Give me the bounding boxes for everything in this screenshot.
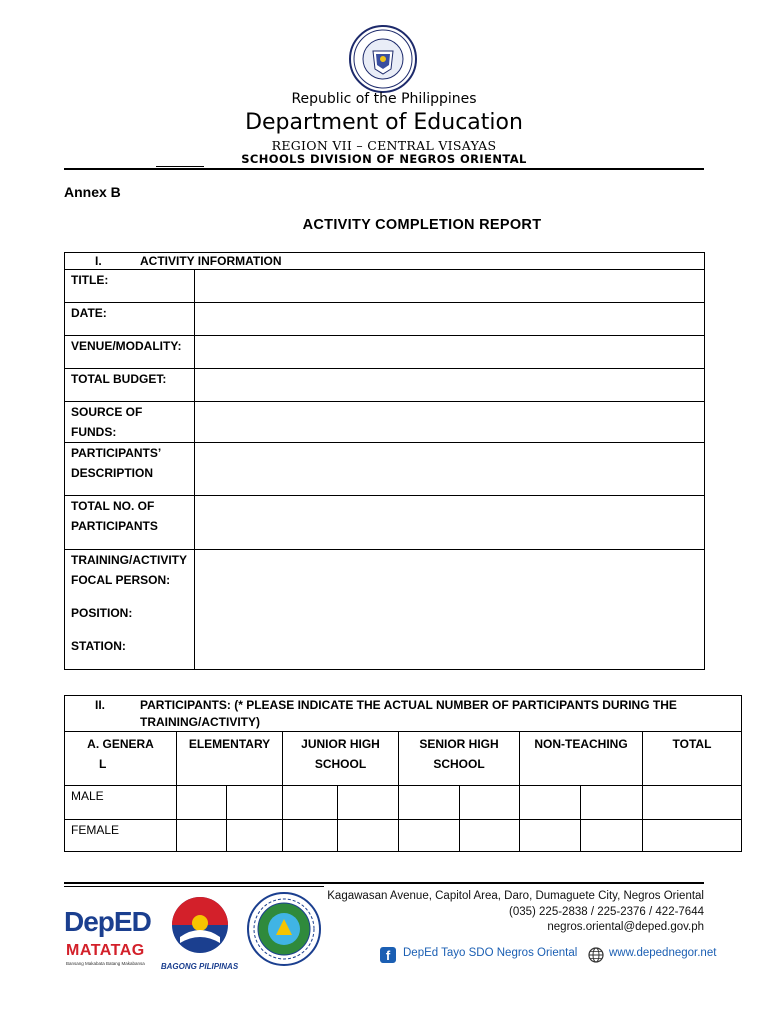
matatag-tagline: Bansang Makabata Batang Makabansa — [66, 961, 145, 966]
division-label: SCHOOLS DIVISION OF NEGROS ORIENTAL — [241, 152, 527, 166]
male-elementary-2[interactable] — [227, 786, 283, 820]
facebook-icon: f — [380, 947, 396, 963]
col-junior-high-line1: JUNIOR HIGH — [301, 737, 380, 751]
col-junior-high — [283, 732, 399, 786]
header-rule — [64, 168, 704, 170]
title-field[interactable] — [195, 270, 705, 303]
republic-label: Republic of the Philippines — [291, 91, 477, 107]
matatag-logo: MATATAG — [66, 942, 145, 959]
footer-rule-thin — [64, 886, 324, 887]
title-label: TITLE: — [65, 270, 195, 303]
female-shs-2[interactable] — [460, 820, 520, 852]
col-senior-high-line1: SENIOR HIGH — [419, 737, 499, 751]
funds-label: SOURCE OF FUNDS: — [65, 402, 195, 443]
department-title: Department of Education — [245, 110, 523, 135]
participants-table — [64, 695, 742, 852]
address-text: Kagawasan Avenue, Capitol Area, Daro, Dumaguete City, Negros Oriental — [327, 890, 704, 902]
col-elementary-label: ELEMENTARY — [188, 737, 271, 751]
male-shs-1[interactable] — [399, 786, 460, 820]
male-nonteaching-1[interactable] — [520, 786, 581, 820]
facebook-link[interactable]: DepEd Tayo SDO Negros Oriental — [403, 947, 578, 959]
email-text[interactable]: negros.oriental@deped.gov.ph — [547, 921, 704, 933]
website-link[interactable]: www.depednegor.net — [609, 947, 717, 959]
venue-label: VENUE/MODALITY: — [65, 336, 195, 369]
col-non-teaching — [520, 732, 643, 786]
deped-seal-icon — [349, 25, 417, 93]
section-header — [65, 696, 742, 732]
male-jhs-1[interactable] — [283, 786, 338, 820]
section-header — [65, 253, 705, 270]
header-rule-thin — [156, 166, 204, 167]
total-participants-field[interactable] — [195, 496, 705, 550]
section-number: II. — [95, 698, 106, 712]
focal-person-label — [65, 550, 195, 670]
female-jhs-2[interactable] — [338, 820, 399, 852]
male-elementary-1[interactable] — [177, 786, 227, 820]
male-nonteaching-2[interactable] — [581, 786, 643, 820]
female-nonteaching-2[interactable] — [581, 820, 643, 852]
bagong-pilipinas-label: BAGONG PILIPINAS — [160, 962, 239, 971]
col-junior-high-line2: SCHOOL — [314, 757, 367, 771]
col-total-label: TOTAL — [672, 737, 712, 751]
participants-description-field[interactable] — [195, 443, 705, 496]
phone-text: (035) 225-2838 / 225-2376 / 422-7644 — [508, 905, 704, 918]
table-row — [65, 786, 742, 820]
female-total[interactable] — [643, 820, 742, 852]
male-shs-2[interactable] — [460, 786, 520, 820]
deped-logo: DepED — [64, 906, 151, 937]
position-label: POSITION: — [71, 606, 133, 620]
section-title: ACTIVITY INFORMATION — [140, 254, 282, 268]
participants-description-line2: DESCRIPTION — [71, 466, 154, 480]
female-elementary-2[interactable] — [227, 820, 283, 852]
report-title: ACTIVITY COMPLETION REPORT — [302, 217, 542, 233]
budget-field[interactable] — [195, 369, 705, 402]
col-senior-high — [399, 732, 520, 786]
globe-icon — [588, 947, 604, 963]
station-label: STATION: — [71, 639, 126, 653]
female-shs-1[interactable] — [399, 820, 460, 852]
col-elementary — [177, 732, 283, 786]
female-jhs-1[interactable] — [283, 820, 338, 852]
participants-description-label — [65, 443, 195, 496]
total-participants-line1: TOTAL NO. OF — [71, 499, 155, 513]
budget-label: TOTAL BUDGET: — [65, 369, 195, 402]
col-total — [643, 732, 742, 786]
section-number: I. — [95, 254, 102, 268]
bagong-pilipinas-logo-icon — [162, 893, 238, 957]
activity-information-table — [64, 252, 705, 670]
col-senior-high-line2: SCHOOL — [433, 757, 485, 771]
footer-rule — [64, 882, 704, 884]
region-label: REGION VII – CENTRAL VISAYAS — [271, 138, 497, 153]
col-general-line1: A. GENERA — [87, 737, 154, 751]
focal-person-line2: FOCAL PERSON: — [71, 573, 171, 587]
section-title: PARTICIPANTS: (* PLEASE INDICATE THE ACTUAL NUMBER OF PARTICIPANTS DURING THE TRAINING/ACTIVITY) — [140, 698, 677, 729]
total-participants-label — [65, 496, 195, 550]
col-non-teaching-label: NON-TEACHING — [534, 737, 628, 751]
funds-field[interactable] — [195, 402, 705, 443]
male-total[interactable] — [643, 786, 742, 820]
table-row — [65, 820, 742, 852]
date-label: DATE: — [65, 303, 195, 336]
participants-description-line1: PARTICIPANTS’ — [71, 446, 162, 460]
venue-field[interactable] — [195, 336, 705, 369]
row-female-label: FEMALE — [65, 820, 177, 852]
division-seal-icon — [246, 891, 322, 967]
focal-person-field[interactable] — [195, 550, 705, 670]
row-male-label: MALE — [65, 786, 177, 820]
col-general — [65, 732, 177, 786]
female-elementary-1[interactable] — [177, 820, 227, 852]
total-participants-line2: PARTICIPANTS — [71, 519, 158, 533]
contact-block — [327, 889, 704, 936]
focal-person-line1: TRAINING/ACTIVITY — [71, 553, 187, 567]
col-general-line2: L — [99, 757, 107, 771]
male-jhs-2[interactable] — [338, 786, 399, 820]
date-field[interactable] — [195, 303, 705, 336]
female-nonteaching-1[interactable] — [520, 820, 581, 852]
annex-label: Annex B — [64, 184, 121, 200]
